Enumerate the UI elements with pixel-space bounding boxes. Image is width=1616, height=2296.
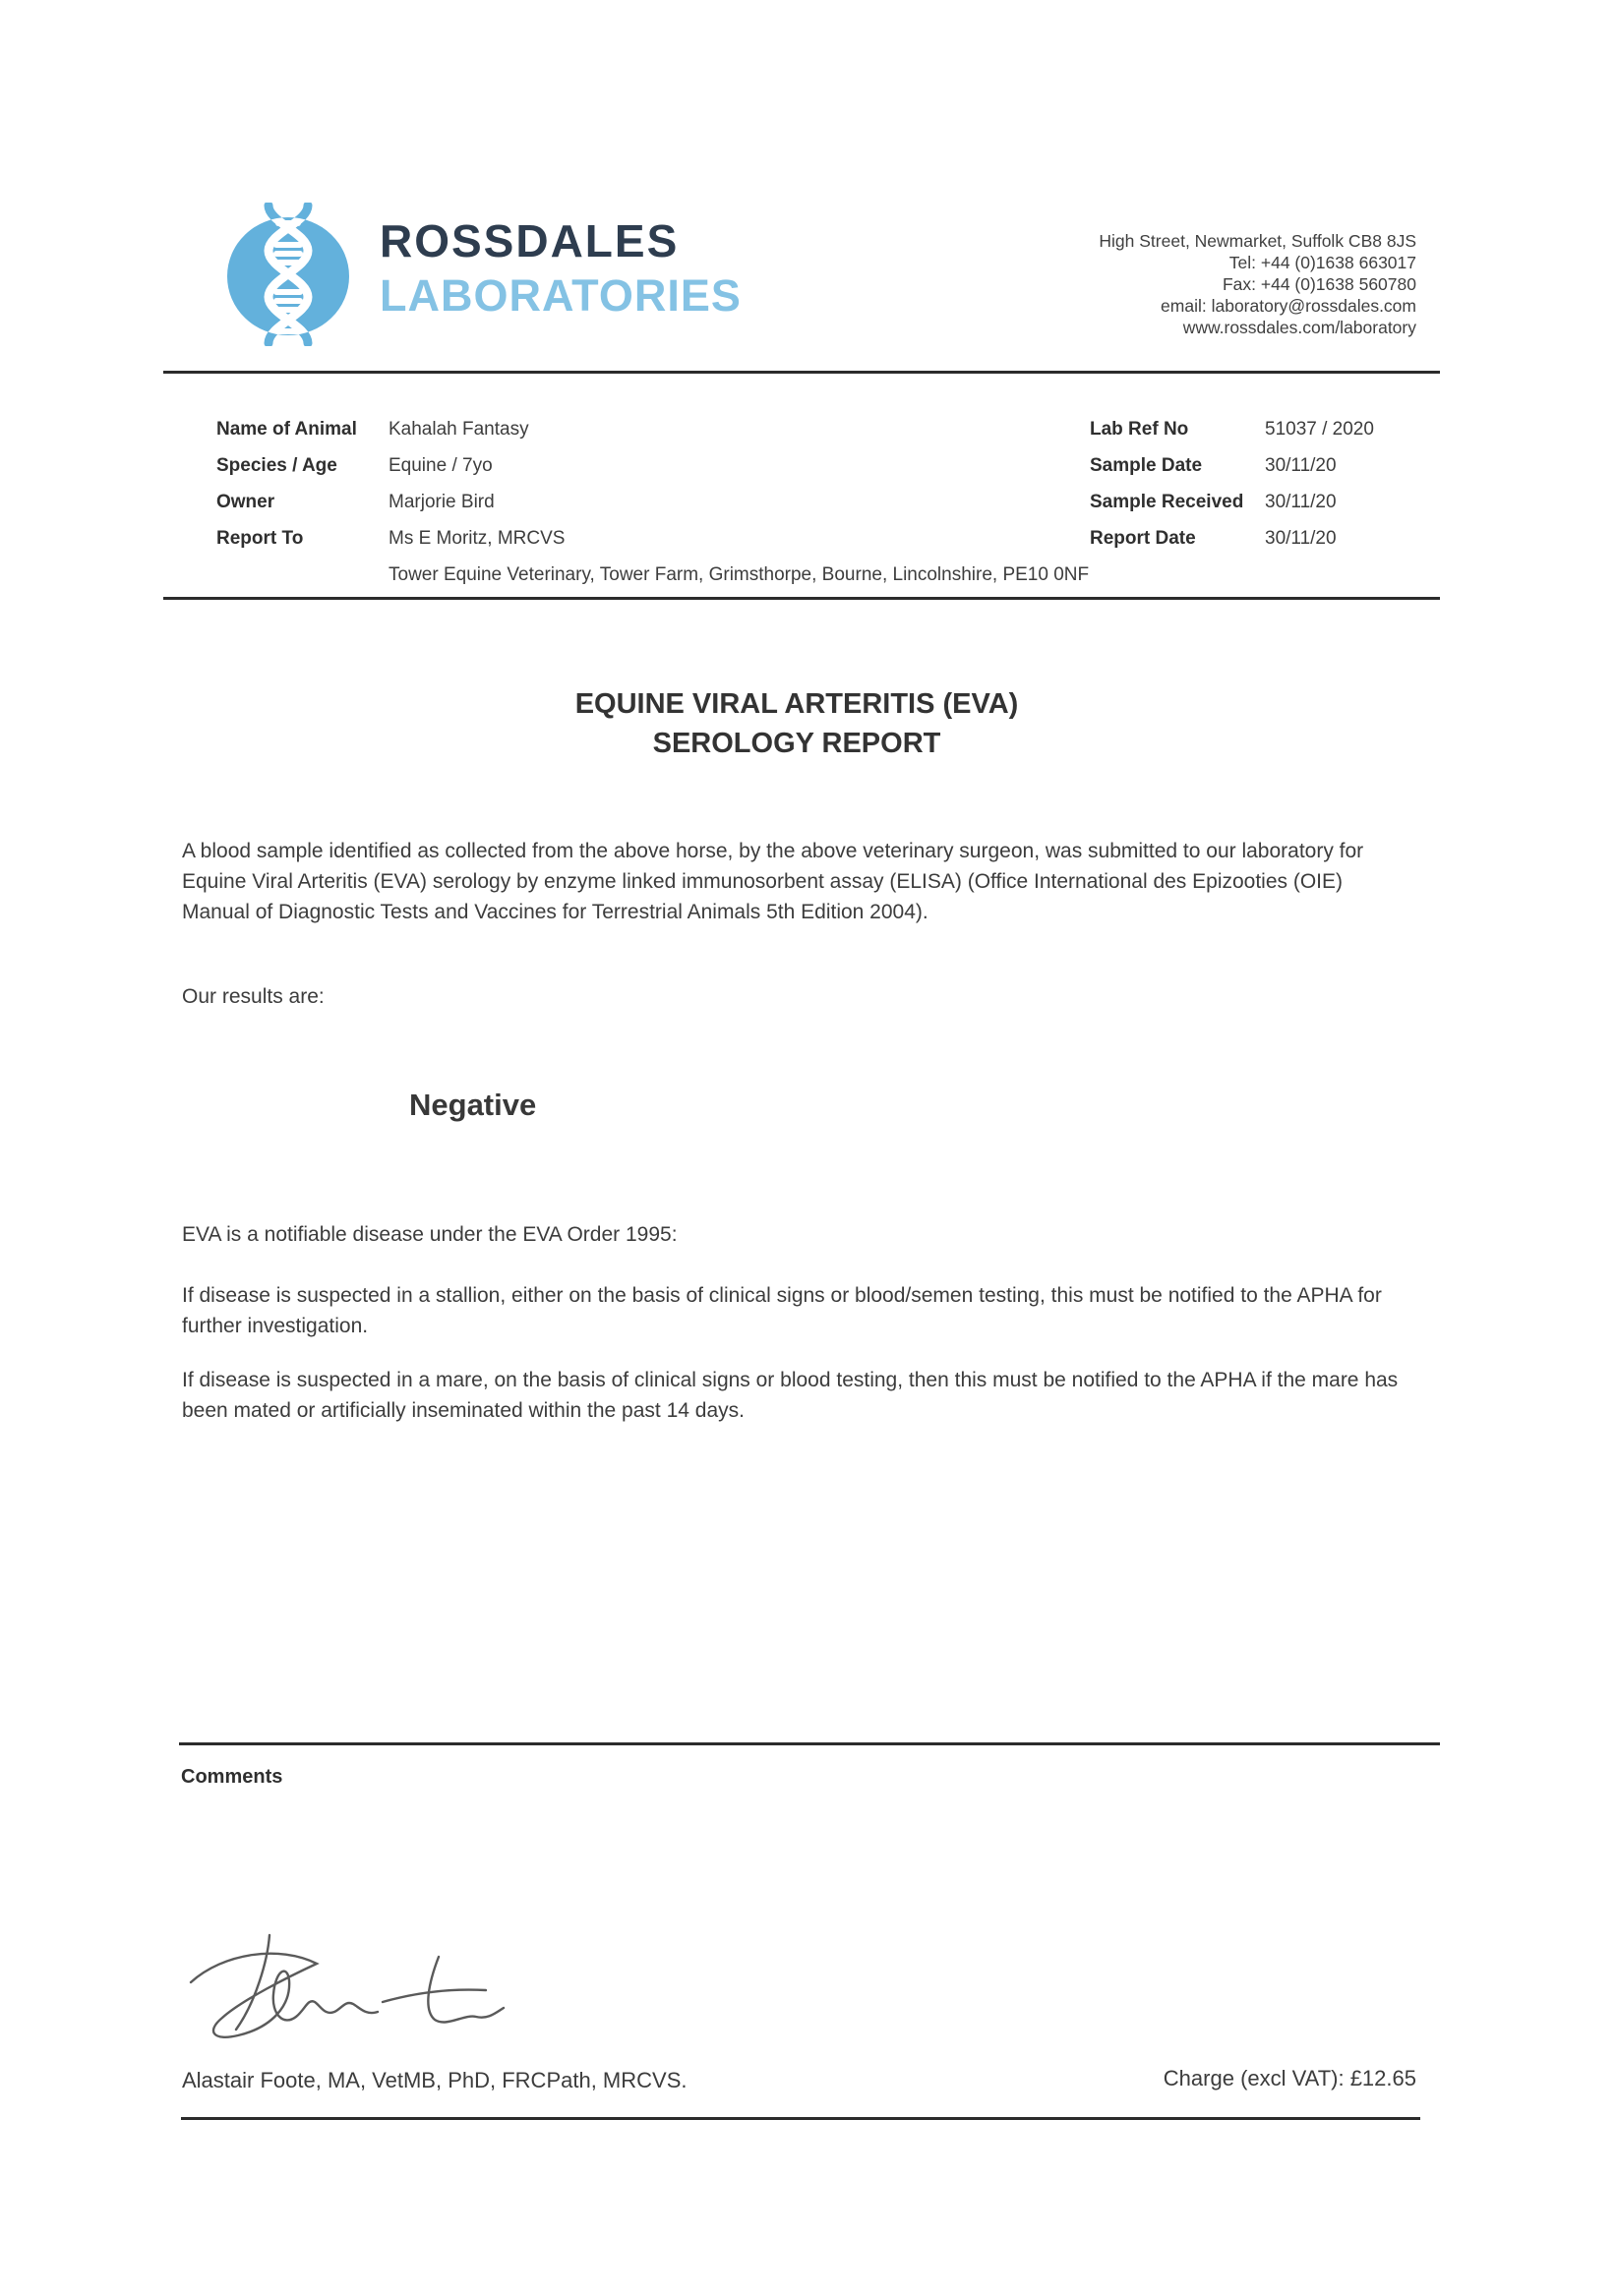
practice-address: Tower Equine Veterinary, Tower Farm, Grimsthorpe, Bourne, Lincolnshire, PE10 0NF bbox=[389, 564, 1090, 585]
report-title-line2: SEROLOGY REPORT bbox=[652, 728, 941, 759]
detail-label: Sample Received bbox=[1090, 492, 1244, 512]
lab-telephone: Tel: +44 (0)1638 663017 bbox=[1228, 253, 1416, 272]
detail-row-report-to bbox=[216, 529, 1089, 548]
detail-value: Equine / 7yo bbox=[389, 455, 493, 476]
lab-email: email: laboratory@rossdales.com bbox=[1161, 296, 1416, 316]
detail-row-sample-date bbox=[1090, 456, 1374, 475]
detail-row-lab-ref bbox=[1090, 420, 1374, 439]
detail-row-name-of-animal bbox=[216, 420, 1089, 439]
charge-text: Charge (excl VAT): £12.65 bbox=[1163, 2066, 1416, 2090]
intro-paragraph: A blood sample identified as collected from the above horse, by the above veterinary surgeon, was submitted to our laboratory for Equine Viral Arteritis (EVA) serology by enzyme linked immunosorbent assay (ELISA) (Office International des Epizooties (OIE) Manual of Diagnostic Tests and Vaccines for Terrestrial Animals 5th Edition 2004). bbox=[182, 840, 1364, 923]
detail-value: 30/11/20 bbox=[1265, 528, 1337, 549]
signature-image bbox=[179, 1919, 513, 2049]
brand-name-line2: LABORATORIES bbox=[380, 270, 742, 321]
detail-value: 30/11/20 bbox=[1265, 455, 1337, 476]
lab-contact-block bbox=[826, 230, 1416, 338]
stallion-note-paragraph: If disease is suspected in a stallion, either on the basis of clinical signs or blood/semen testing, this must be notified to the APHA for further investigation. bbox=[182, 1284, 1382, 1337]
results-intro-text: Our results are: bbox=[182, 985, 325, 1008]
mare-note-paragraph: If disease is suspected in a mare, on the basis of clinical signs or blood testing, then this must be notified to the APHA if the mare has been mated or artificially inseminated within the past 14 days. bbox=[182, 1369, 1399, 1422]
detail-label: Name of Animal bbox=[216, 419, 357, 440]
detail-label: Report Date bbox=[1090, 528, 1196, 549]
detail-row-report-date bbox=[1090, 529, 1374, 548]
details-divider bbox=[163, 597, 1440, 600]
dna-helix-logo-icon bbox=[222, 203, 354, 346]
detail-label: Sample Date bbox=[1090, 455, 1203, 476]
detail-value: Kahalah Fantasy bbox=[389, 419, 529, 440]
sample-details bbox=[1090, 420, 1374, 565]
detail-row-sample-received bbox=[1090, 493, 1374, 511]
header-divider bbox=[163, 371, 1440, 374]
detail-label: Report To bbox=[216, 528, 304, 549]
animal-details bbox=[216, 420, 1089, 602]
detail-value: 51037 / 2020 bbox=[1265, 419, 1374, 440]
signatory-name: Alastair Foote, MA, VetMB, PhD, FRCPath, MRCVS. bbox=[182, 2068, 688, 2092]
comments-heading: Comments bbox=[181, 1766, 283, 1788]
notifiable-disease-text: EVA is a notifiable disease under the EVA Order 1995: bbox=[182, 1223, 678, 1246]
lab-website: www.rossdales.com/laboratory bbox=[1182, 318, 1416, 337]
detail-row-species-age bbox=[216, 456, 1089, 475]
detail-value: Ms E Moritz, MRCVS bbox=[389, 528, 566, 549]
detail-label: Species / Age bbox=[216, 455, 337, 476]
test-result: Negative bbox=[409, 1088, 537, 1122]
detail-label: Owner bbox=[216, 492, 275, 512]
brand-name-line1: ROSSDALES bbox=[380, 215, 680, 266]
detail-row-practice-address bbox=[216, 565, 1089, 584]
detail-value: 30/11/20 bbox=[1265, 492, 1337, 512]
lab-address: High Street, Newmarket, Suffolk CB8 8JS bbox=[1099, 231, 1416, 251]
brand-wordmark bbox=[380, 215, 742, 321]
report-title bbox=[157, 684, 1436, 763]
detail-label: Lab Ref No bbox=[1090, 419, 1189, 440]
lab-fax: Fax: +44 (0)1638 560780 bbox=[1222, 274, 1416, 294]
comments-divider bbox=[179, 1742, 1440, 1745]
detail-row-owner bbox=[216, 493, 1089, 511]
footer-divider bbox=[181, 2117, 1420, 2120]
detail-value: Marjorie Bird bbox=[389, 492, 495, 512]
report-title-line1: EQUINE VIRAL ARTERITIS (EVA) bbox=[574, 688, 1019, 720]
